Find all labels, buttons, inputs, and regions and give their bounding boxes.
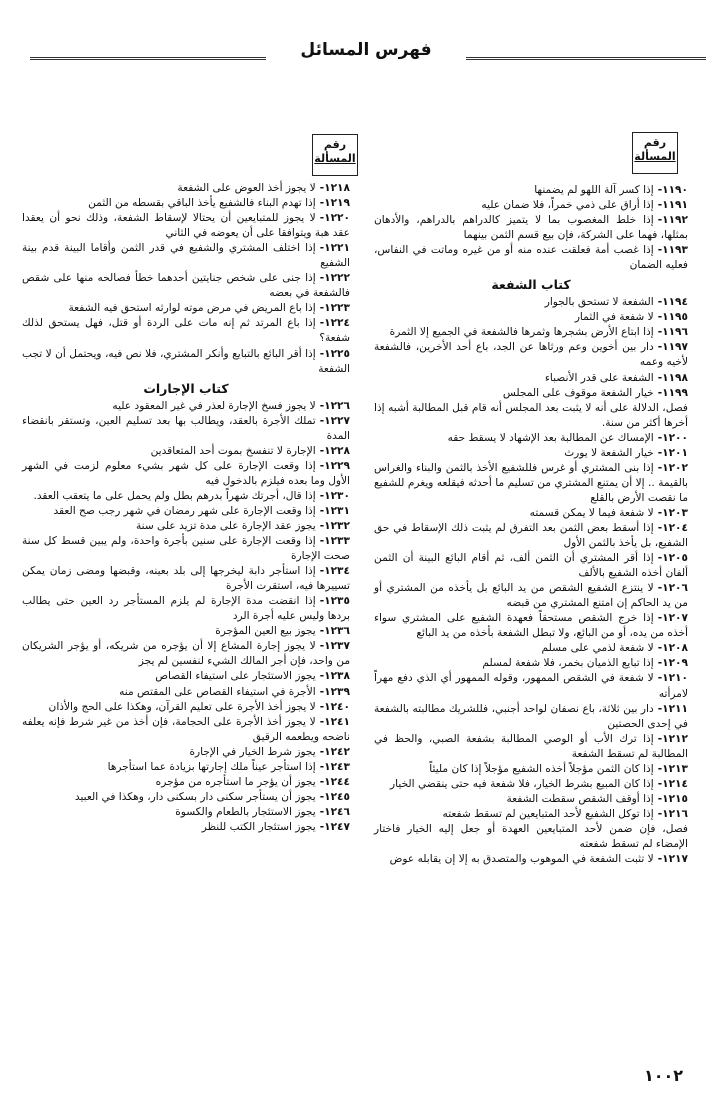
entry-text: إذا أوقف الشقص سقطت الشفعة (506, 792, 654, 805)
index-entry (374, 198, 688, 213)
entry-text: يجوز شرط الخيار في الإجارة (189, 745, 316, 758)
entry-number: ١٢٣٩- (319, 685, 350, 698)
entry-text: يجوز الاستئجار بالطعام والكسوة (175, 805, 316, 818)
entry-number: ١٢٢٩- (319, 459, 350, 472)
entry-text: إذا أقر المشتري أن الثمن ألف، ثم أقام البائع البينة أن الثمن ألفان أخذه الشفيع بالألف (374, 552, 688, 580)
entry-number: ١٢١٩- (319, 197, 350, 210)
entry-number: ١٢١٧- (657, 853, 688, 866)
entry-number: ١٢٠٠- (657, 431, 688, 444)
entry-number: ١٢٣٨- (319, 670, 350, 683)
entry-number: ١١٩٢- (657, 214, 688, 227)
entry-text: إذا كان الثمن مؤجلاً أخذه الشفيع مؤجلاً إذا كان مليئاً (429, 762, 654, 775)
entry-number: ١١٩٤- (657, 296, 688, 309)
index-entry (374, 656, 688, 671)
index-entry (22, 669, 350, 684)
entry-number: ١٢٢٣- (319, 302, 350, 315)
entry-number: ١٢٢٥- (319, 347, 350, 360)
entry-number: ١٢٣٧- (319, 640, 350, 653)
index-entry (22, 745, 350, 760)
right-column-entries (374, 183, 688, 867)
right-column-header (632, 132, 678, 174)
entry-number: ١١٩٣- (657, 244, 688, 257)
index-entry (374, 852, 688, 867)
entry-text: لا يجوز إجارة المشاع إلا أن يؤجره من شريكه، أو يؤجر الشريكان من واحد، فإن أجر المالك الشيء لنفسين لم يجز (22, 640, 350, 668)
index-entry (374, 762, 688, 777)
entry-number: ١٢٤٢- (319, 745, 350, 758)
entry-text: يجوز أن يستأجر سكنى دار بسكنى دار، وهكذا في العبيد (74, 790, 316, 803)
entry-text: لا تثبت الشفعة في الموهوب والمتصدق به إلا إن يقابله عوض (389, 853, 654, 866)
entry-text: إذا قال، أجرتك شهراً بدرهم بطل ولم يحمل على ما يتعقب العقد. (33, 489, 316, 502)
entry-number: ١٢١٢- (657, 732, 688, 745)
left-column-entries (22, 181, 350, 835)
index-entry (22, 459, 350, 489)
entry-number: ١٢٢٢- (319, 272, 350, 285)
index-entry (374, 295, 688, 310)
entry-text: يجوز الاستئجار على استيفاء القصاص (155, 670, 316, 683)
index-entry (22, 444, 350, 459)
index-entry (22, 316, 350, 346)
section-title: كتاب الإجارات (143, 380, 229, 396)
index-entry (22, 519, 350, 534)
entry-number: ١١٩٨- (657, 371, 688, 384)
entry-number: ١٢٠٣- (657, 506, 688, 519)
entry-text: إذا باع المريض في مرض موته لوارثه استحق فيه الشفعة (68, 302, 316, 315)
entry-number: ١٢٣٤- (319, 565, 350, 578)
entry-text: إذا وقعت الإجارة على سنين بأجرة واحدة، ولم يبين قسط كل سنة صحت الإجارة (22, 535, 350, 563)
index-entry (22, 399, 350, 414)
index-entry (374, 551, 688, 581)
entry-text: إذا استأجر عيناً ملك إجارتها بزيادة عما استأجرها (107, 760, 316, 773)
entry-text: لا شفعة في الشقص الممهور، وقوله الممهور أي الذي دفع مهراً لامرأته (374, 672, 688, 700)
column-header-line1: رقم (323, 138, 347, 151)
index-entry (22, 414, 350, 444)
entry-number: ١١٩٧- (657, 341, 688, 354)
entry-number: ١٢١٠- (657, 672, 688, 685)
index-entry (374, 732, 688, 762)
entry-text: تملك الأجرة بالعقد، ويطالب بها بعد تسليم العين، وتستقر بانقضاء المدة (22, 414, 350, 442)
index-entry (374, 213, 688, 243)
index-entry (22, 564, 350, 594)
entry-text: الشفعة لا تستحق بالجوار (544, 296, 654, 309)
entry-number: ١٢٣٦- (319, 625, 350, 638)
entry-text: إذا توكل الشفيع لأحد المتبايعين لم تسقط شفعته (442, 807, 654, 820)
entry-number: ١٢٤٥- (319, 790, 350, 803)
index-entry (374, 431, 688, 446)
entry-text: لا شفعة فيما لا يمكن قسمته (529, 506, 654, 519)
index-entry (22, 347, 350, 377)
entry-text: إذا باع المرتد ثم إنه مات على الردة أو قتل، فهل يستحق لذلك شفعة؟ (22, 317, 350, 345)
index-entry (374, 461, 688, 506)
entry-text: يجوز استئجار الكتب للنظر (201, 820, 316, 833)
index-entry (374, 702, 688, 732)
entry-number: ١٢٣٣- (319, 535, 350, 548)
entry-text: إذا انقضت مدة الإجارة لم يلزم المستأجر رد العين حتى يطالب بردها وليس عليه أجرة الرد (22, 595, 350, 623)
entry-number: ١٢٤٣- (319, 760, 350, 773)
entry-number: ١٢٢٦- (319, 399, 350, 412)
entry-text: إذا أسقط بعض الثمن بعد التفرق لم يثبت ذلك الإسقاط في حق الشفيع، بل يأخذ بالثمن الأول (374, 521, 688, 550)
entry-number: ١٢٠٦- (657, 582, 688, 595)
entry-text: دار بين ثلاثة، باع نصفان لواحد أجنبي، فللشريك مطالبته بالشفعة في إحدى الحصتين (374, 702, 688, 730)
index-entry (374, 325, 688, 340)
entry-text: لا ينتزع الشفيع الشقص من يد البائع بل يأخذه من المشتري أو من يد الحاكم إن امتنع المشتري من قبضه (374, 582, 688, 610)
entry-text: إذا تهدم البناء فالشفيع يأخذ الباقي بقسطه من الثمن (88, 197, 316, 210)
entry-number: ١١٩٠- (657, 184, 688, 196)
entry-number: ١٢٢٤- (319, 317, 350, 330)
entry-number: ١٢٠١- (657, 446, 688, 459)
header-rule-right (466, 57, 706, 60)
page-header (30, 40, 706, 80)
index-entry (22, 624, 350, 639)
entry-text: الأجرة في استيفاء القصاص على المقتص منه (119, 685, 316, 698)
page-title: فهرس المسائل (300, 40, 432, 60)
index-entry (22, 639, 350, 669)
index-entry (374, 446, 688, 461)
entry-number: ١٢٣٠- (319, 489, 350, 502)
index-entry (374, 506, 688, 521)
section-title: كتاب الشفعة (491, 277, 571, 293)
entry-number: ١٢٤٧- (319, 820, 350, 833)
entry-text: لا يجوز أخذ الأجرة على تعليم القرآن، وهكذا على الحج والأذان (48, 700, 316, 713)
index-entry (22, 181, 350, 196)
index-entry (374, 822, 688, 852)
entry-text: لا شفعة لذمي على مسلم (541, 642, 654, 655)
entry-text: الشفعة على قدر الأنصباء (544, 371, 654, 384)
index-entry (22, 805, 350, 820)
entry-number: ١٢١٤- (657, 777, 688, 790)
index-entry (22, 760, 350, 775)
entry-number: ١٢٠٨- (657, 642, 688, 655)
index-entry (374, 777, 688, 792)
entry-number: ١٢٠٥- (657, 552, 688, 565)
index-entry (22, 594, 350, 624)
entry-number: ١٢٤٦- (319, 805, 350, 818)
entry-number: ١٢٤٤- (319, 775, 350, 788)
entry-number: ١٢٢٨- (319, 444, 350, 457)
entry-number: ١٢١١- (657, 702, 688, 715)
entry-text: الإجارة لا تنفسخ بموت أحد المتعاقدين (150, 444, 316, 457)
entry-text: إذا اختلف المشتري والشفيع في قدر الثمن وأقاما البينة قدم بينة الشفيع (22, 242, 350, 270)
entry-number: ١٢٠٩- (657, 657, 688, 670)
index-entry (374, 386, 688, 401)
entry-number: ١٢٢١- (319, 242, 350, 255)
entry-text: لا يجوز أخذ الأجرة على الحجامة، فإن أخذ من غير شرط فإنه يعلفه ناضحه ويطعمه الرقيق (22, 715, 350, 743)
entry-number: ١٢١٥- (657, 792, 688, 805)
index-entry (22, 700, 350, 715)
index-entry (22, 241, 350, 271)
index-entry (374, 671, 688, 701)
entry-text: إذا كسر آلة اللهو لم يضمنها (534, 184, 654, 196)
entry-text: لا يجوز للمتبايعين أن يحتالا لإسقاط الشفعة، وذلك نحو أن يعقدا عقد هبة ويتوافقا على أن يعوضه في الثاني (22, 212, 350, 240)
entry-number: ١٢٢٠- (319, 212, 350, 225)
entry-number: ١١٩٩- (657, 386, 688, 399)
entry-text: إذا أراق على ذمي خمراً، فلا ضمان عليه (481, 199, 654, 212)
index-entry (22, 775, 350, 790)
index-entry (374, 792, 688, 807)
index-entry (374, 581, 688, 611)
index-entry (374, 521, 688, 551)
index-entry (374, 611, 688, 641)
index-entry (22, 534, 350, 564)
entry-text: يجوز عقد الإجارة على مدة تزيد على سنة (135, 519, 316, 532)
column-header-line2: المسألة (634, 150, 676, 163)
entry-text: إذا تبايع الذميان بخمر، فلا شفعة لمسلم (482, 657, 654, 670)
entry-text: إذا خلط المغصوب بما لا يتميز كالدراهم بالدراهم، والأدهان بمثلها، فهما على الشركة، فإن بيع قسم الثمن بينهما (374, 214, 688, 242)
column-header-line2: المسألة (314, 152, 356, 165)
entry-number: ١٢٠٧- (657, 612, 688, 625)
entry-number: ١٢٠٢- (657, 461, 688, 474)
index-entry (22, 211, 350, 241)
index-entry (22, 196, 350, 211)
index-entry (374, 340, 688, 370)
entry-text: إذا استأجر دابة ليخرجها إلى بلد بعينه، وقبضها ومضى زمان يمكن تسييرها فيه، استقرت الأجرة (22, 565, 350, 593)
entry-text: إذا وقعت الإجارة على شهر رمضان في شهر رجب صح العقد (53, 504, 316, 517)
entry-number: ١٢٠٤- (657, 521, 688, 534)
column-header-line1: رقم (643, 136, 667, 149)
entry-number: ١٢٤٠- (319, 700, 350, 713)
entry-number: ١١٩٥- (657, 311, 688, 324)
entry-text: لا يجوز أخذ العوض على الشفعة (177, 182, 316, 194)
entry-text: إذا كان المبيع بشرط الخيار، فلا شفعة فيه حتى ينقضي الخيار (390, 777, 654, 790)
index-entry (374, 310, 688, 325)
entry-text: إذا غصب أمة فعلقت عنده منه أو من غيره وماتت في النفاس، فعليه الضمان (374, 244, 688, 272)
entry-number: ١٢١٣- (657, 762, 688, 775)
entry-number: ١٢٣٢- (319, 519, 350, 532)
entry-number: ١٢١٨- (319, 182, 350, 194)
index-entry (22, 685, 350, 700)
entry-text: يجوز بيع العين المؤجرة (215, 625, 316, 638)
entry-text: إذا بنى المشتري أو غرس فللشفيع الأخذ بالثمن والبناء والغراس بالقيمة .. إلا أن يمتنع المشتري من تسليم ما أحدثه فيقلعه ويغرم للشفيع ما نقصت الأرض بالقلع (374, 461, 688, 504)
entry-number: ١١٩١- (657, 199, 688, 212)
entry-number: ١١٩٦- (657, 326, 688, 339)
index-entry (374, 401, 688, 431)
index-entry (22, 790, 350, 805)
index-entry (22, 301, 350, 316)
left-column-header (312, 134, 358, 176)
entry-text: إذا خرج الشقص مستحقاً فعهدة الشفيع على المشتري سواء أخذه من يده، أو من البائع، ولا تبطل الشفعة بأخذه من يد البائع (374, 612, 688, 640)
index-entry (22, 271, 350, 301)
index-entry (374, 641, 688, 656)
entry-text: فصل، الدلالة على أنه لا يثبت بعد المجلس أنه قام قبل المطالبة أشبه إذا أخرها أكثر من سنة. (374, 401, 688, 429)
index-entry (374, 807, 688, 822)
entry-text: إذا جنى على شخص جنايتين أحدهما خطأ فصالحه منها على شقص فالشفعة في بعضه (22, 272, 350, 300)
entry-text: لا يجوز فسخ الإجارة لعذر في غير المعقود عليه (112, 399, 316, 412)
entry-text: إذا وقعت الإجارة على كل شهر بشيء معلوم لزمت في الشهر الأول وما بعده فيلزم بالدخول فيه (22, 459, 350, 487)
index-entry (374, 183, 688, 198)
header-rule-left (30, 57, 266, 60)
index-entry (374, 243, 688, 273)
entry-text: لا شفعة في الثمار (574, 311, 654, 324)
index-entry (22, 489, 350, 504)
entry-number: ١٢١٦- (657, 807, 688, 820)
entry-text: دار بين أخوين وعم ورثاها عن الجد، باع أحد الأخرين، فالشفعة لأخيه وعمه (374, 341, 688, 369)
index-entry (22, 504, 350, 519)
entry-number: ١٢٣٥- (319, 595, 350, 608)
page-number: ١٠٠٢ (644, 1066, 684, 1085)
entry-text: فصل، فإن ضمن لأحد المتبايعين العهدة أو جعل إليه الخيار فاختار الإمضاء لم تسقط شفعته (374, 822, 688, 850)
entry-text: إذا أقر البائع بالتبايع وأنكر المشتري، فلا نص فيه، ويحتمل أن لا تجب الشفعة (22, 347, 350, 375)
entry-number: ١٢٣١- (319, 504, 350, 517)
entry-number: ١٢٢٧- (319, 414, 350, 427)
entry-number: ١٢٤١- (319, 715, 350, 728)
entry-text: إذا ابتاع الأرض بشجرها وثمرها فالشفعة في الجميع إلا الثمرة (389, 326, 654, 339)
entry-text: إذا ترك الأب أو الوصي المطالبة بشفعة الصبي، والحظ في المطالبة لم تسقط الشفعة (374, 732, 688, 760)
index-entry (374, 371, 688, 386)
index-entry (22, 715, 350, 745)
entry-text: خيار الشفعة لا يورث (564, 446, 654, 459)
index-entry (22, 820, 350, 835)
entry-text: الإمساك عن المطالبة بعد الإشهاد لا يسقط حقه (447, 431, 654, 444)
entry-text: يجوز أن يؤجر ما استأجره من مؤجره (155, 775, 316, 788)
entry-text: خيار الشفعة موقوف على المجلس (502, 386, 654, 399)
